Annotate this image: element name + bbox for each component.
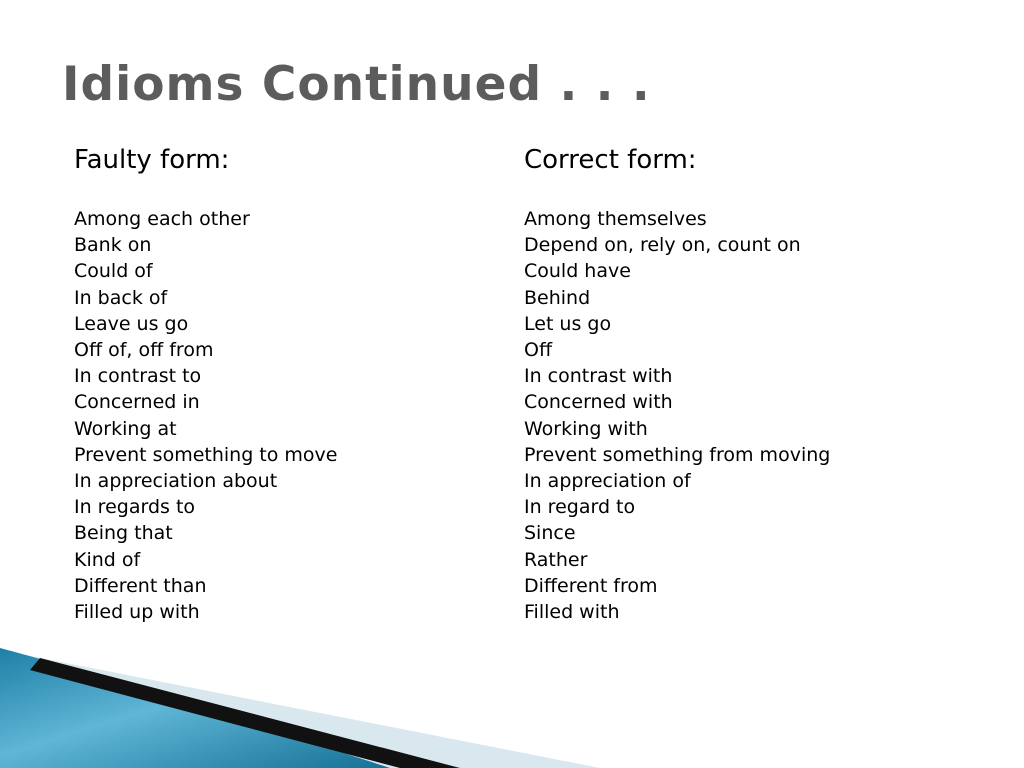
list-item: Kind of: [74, 548, 141, 571]
list-item: Leave us go: [74, 312, 189, 335]
list-item: Off: [524, 339, 553, 362]
correct-form-list: [524, 206, 984, 625]
list-item: In contrast with: [524, 365, 673, 388]
list-item: Different than: [74, 574, 207, 597]
list-item: Bank on: [74, 234, 152, 257]
list-item: In contrast to: [74, 365, 202, 388]
list-item: In appreciation of: [524, 470, 691, 493]
faulty-form-heading: Faulty form:: [74, 145, 230, 175]
list-item: Filled with: [524, 601, 620, 624]
list-item: Working at: [74, 417, 177, 440]
list-item: Concerned with: [524, 391, 673, 414]
list-item: Working with: [524, 417, 648, 440]
list-item: Prevent something from moving: [524, 443, 831, 466]
list-item: Behind: [524, 286, 591, 309]
list-item: Among each other: [74, 208, 250, 230]
list-item: Different from: [524, 574, 658, 597]
correct-form-heading: Correct form:: [524, 145, 697, 175]
correct-form-column: [524, 142, 984, 625]
list-item: Being that: [74, 522, 173, 545]
list-item: Could have: [524, 260, 631, 283]
list-item: Rather: [524, 548, 588, 571]
slide-title: Idioms Continued . . .: [62, 57, 651, 112]
list-item: Filled up with: [74, 601, 200, 624]
list-item: Off of, off from: [74, 339, 214, 362]
list-item: Prevent something to move: [74, 443, 338, 466]
list-item: In appreciation about: [74, 470, 278, 493]
list-item: Depend on, rely on, count on: [524, 234, 801, 257]
list-item: Since: [524, 522, 576, 545]
decorative-swoosh: [0, 640, 1024, 768]
list-item: Let us go: [524, 312, 612, 335]
list-item: In regard to: [524, 496, 636, 519]
faulty-form-list: [74, 206, 494, 625]
faulty-form-column: [74, 142, 494, 625]
list-item: Could of: [74, 260, 153, 283]
list-item: Concerned in: [74, 391, 200, 414]
list-item: In regards to: [74, 496, 196, 519]
list-item: Among themselves: [524, 208, 707, 230]
list-item: In back of: [74, 286, 168, 309]
